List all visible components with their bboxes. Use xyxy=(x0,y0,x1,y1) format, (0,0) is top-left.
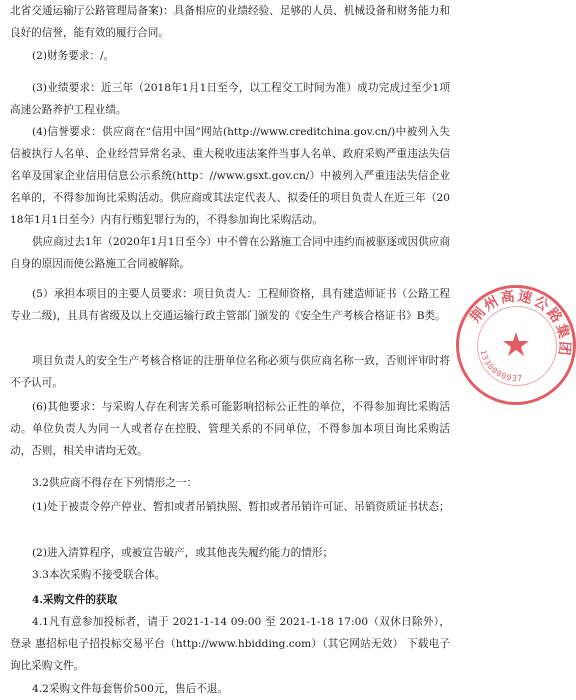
exclusion-item-1: (1)处于被责令停产停业、暂扣或者吊销执照、暂扣或者吊销许可证、吊销资质证书状态； xyxy=(32,501,450,513)
svg-text:1330000937 xyxy=(478,349,523,383)
seal-number-text: 1330000937 xyxy=(478,348,524,384)
section-4-heading: 4.采购文件的获取 xyxy=(32,594,118,606)
section-3-2-heading: 3.2供应商不得存在下列情形之一： xyxy=(32,477,198,489)
performance-requirement: (3)业绩要求：近三年（2018年1月1日至今，以工程交工时间为准）成功完成过至少1项高速公路养护工程业绩。 xyxy=(10,82,450,116)
seal-star-icon xyxy=(503,332,529,356)
official-seal-stamp xyxy=(456,285,576,405)
section-4-2: 4.2采购文件每套售价500元，售后不退。 xyxy=(32,683,228,695)
section-4-1: 4.1凡有意参加投标者，请于 2021-1-14 09:00 至 2021-1-18 17:00（双休日除外），登录 惠招标电子招投标交易平台（http://www.hbidding.com）（其它网站无效） 下载电子询比采购文件。 xyxy=(10,616,450,672)
key-personnel-requirement: (5）承担本项目的主要人员要求：项目负责人：工程师资格，具有建造师证书（公路工程专业二级)，且具有省级及以上交通运输行政主管部门颁发的《安全生产考核合格证书》B类。 xyxy=(10,288,450,322)
other-requirements: (6)其他要求：与采购人存在利害关系可能影响招标公正性的单位，不得参加询比采购活动。单位负责人为同一人或者存在控股、管理关系的不同单位，不得参加本项目询比采购活动，否则，相关申请均无效。 xyxy=(10,401,450,457)
contract-termination-requirement: 供应商过去1年（2020年1月1日至今）中不曾在公路施工合同中违约而被驱逐或因供应商自身的原因而使公路施工合同被解除。 xyxy=(10,236,450,270)
financial-requirement: (2)财务要求：/。 xyxy=(32,50,115,62)
seal-name-text: 荆州高速公路集团 xyxy=(467,288,573,359)
qualification-paragraph-continued: 北省交通运输厅公路管理局备案)：具备相应的业绩经验、足够的人员、机械设备和财务能力和良好的信誉，能有效的履行合同。 xyxy=(10,5,450,39)
credit-requirement: (4)信誉要求：供应商在“信用中国”网站(http://www.creditchina.gov.cn/)中被列入失信被执行人名单、企业经营异常名录、重大税收违法案件当事人名单、政府采购严重违法失信名单及国家企业信用信息公示系统(http：//www.gsxt.gov.cn/）中被列入严重违法失信企业名单的，不得参加询比采购活动。供应商或其法定代表人、拟委任的项目负责人在近三年（2018年1月1日至今）内有行贿犯罪行为的，不得参加询比采购活动。 xyxy=(10,126,450,226)
seal-graphic xyxy=(459,288,573,402)
section-3-3: 3.3本次采购不接受联合体。 xyxy=(32,569,166,581)
exclusion-item-2: (2)进入清算程序，或被宣告破产，或其他丧失履约能力的情形； xyxy=(32,547,334,559)
safety-certificate-note: 项目负责人的安全生产考核合格证的注册单位名称必须与供应商名称一致，否则评审时将不予认可。 xyxy=(10,355,450,389)
